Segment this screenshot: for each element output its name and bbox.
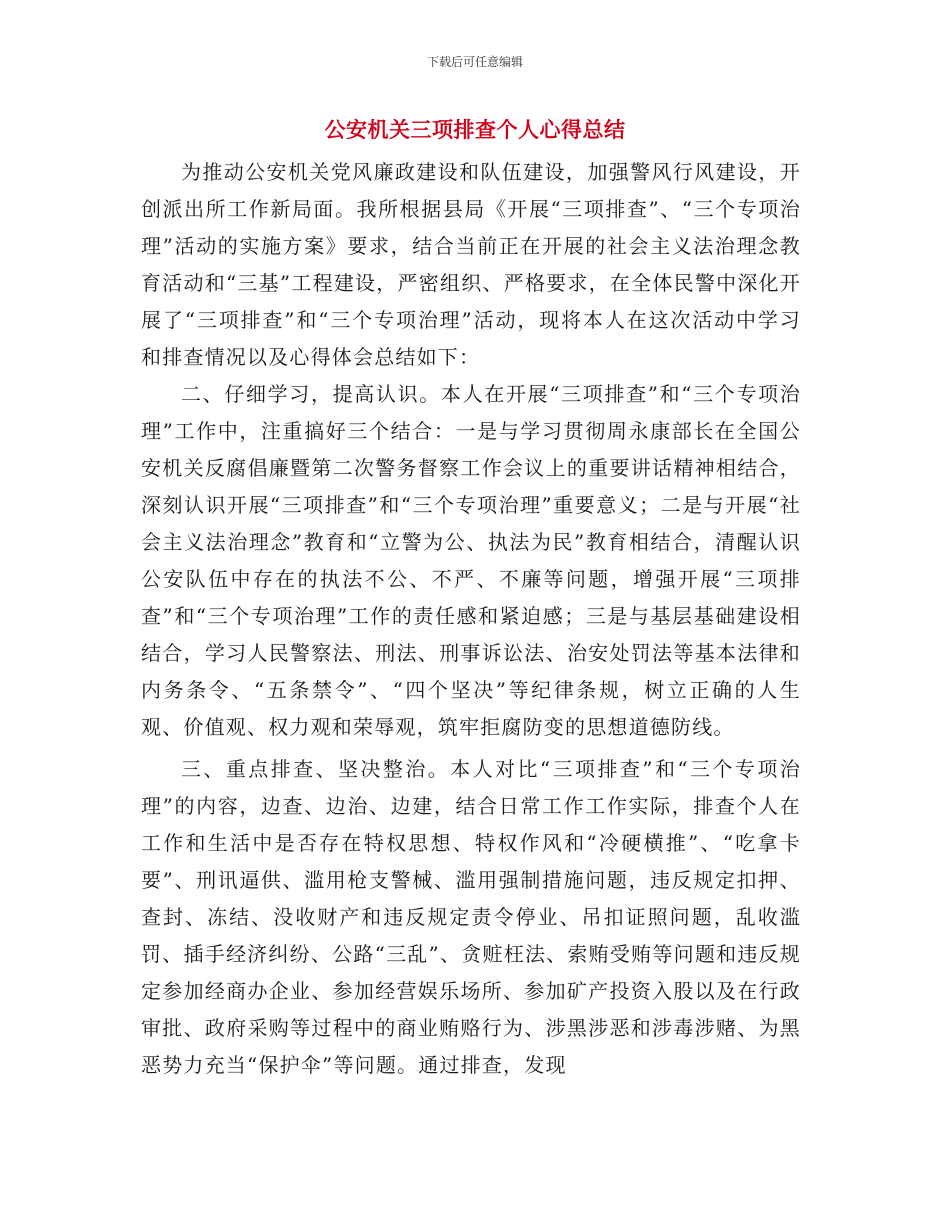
document-title: 公安机关三项排查个人心得总结 xyxy=(324,118,626,142)
paragraph-section-3: 三、重点排查、坚决整治。本人对比“三项排查”和“三个专项治理”的内容，边查、边治、边建，结合日常工作工作实际，排查个人在工作和生活中是否存在特权思想、特权作风和“冷硬横推”、“吃拿卡要”、刑讯逼供、滥用枪支警械、滥用强制措施问题，违反规定扣押、查封、冻结、没收财产和违反规定责令停业、吊扣证照问题，乱收滥罚、插手经济纠纷、公路“三乱”、贪赃枉法、索贿受贿等问题和违反规定参加经商办企业、参加经营娱乐场所、参加矿产投资入股以及在行政审批、政府采购等过程中的商业贿赂行为、涉黑涉恶和涉毒涉赌、为黑恶势力充当“保护伞”等问题。通过排查，发现 xyxy=(141,757,801,1077)
paragraph-intro: 为推动公安机关党风廉政建设和队伍建设，加强警风行风建设，开创派出所工作新局面。我所根据县局《开展“三项排查”、“三个专项治理”活动的实施方案》要求，结合当前正在开展的社会主义法治理念教育活动和“三基”工程建设，严密组织、严格要求，在全体民警中深化开展了“三项排查”和“三个专项治理”活动，现将本人在这次活动中学习和排查情况以及心得体会总结如下： xyxy=(141,160,801,369)
header-note: 下载后可任意编辑 xyxy=(426,55,523,69)
paragraph-section-2: 二、仔细学习，提高认识。本人在开展“三项排查”和“三个专项治理”工作中，注重搞好三个结合：一是与学习贯彻周永康部长在全国公安机关反腐倡廉暨第二次警务督察工作会议上的重要讲话精神相结合，深刻认识开展“三项排查”和“三个专项治理”重要意义；二是与开展“社会主义法治理念”教育和“立警为公、执法为民”教育相结合，清醒认识公安队伍中存在的执法不公、不严、不廉等问题，增强开展“三项排查”和“三个专项治理”工作的责任感和紧迫感；三是与基层基础建设相结合，学习人民警察法、刑法、刑事诉讼法、治安处罚法等基本法律和内务条令、“五条禁令”、“四个坚决”等纪律条规，树立正确的人生观、价值观、权力观和荣辱观，筑牢拒腐防变的思想道德防线。 xyxy=(141,382,801,739)
document-body xyxy=(141,154,801,1084)
